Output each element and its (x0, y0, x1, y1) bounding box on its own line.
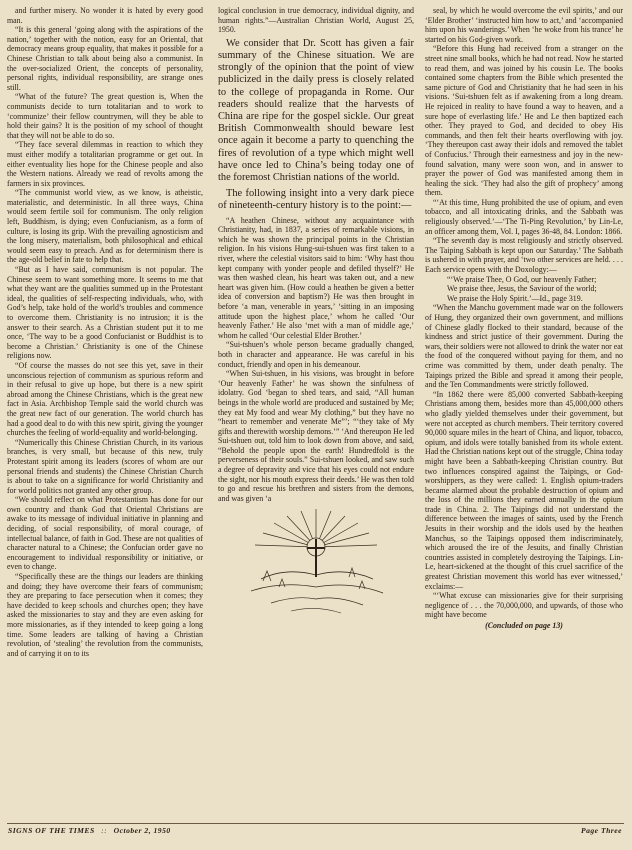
continued-notice: (Concluded on page 13) (485, 621, 563, 630)
history-paragraph: seal, by which he would overcome the evil spirits,’ and our ‘Elder Brother’ ‘instructed him how to act,’ and ‘accompanied him upon his wanderings.’ When ‘he woke from his trance’ he started on his God-given work. (425, 6, 623, 44)
footer-masthead (8, 826, 171, 835)
history-paragraph: “A heathen Chinese, without any acquaintance with Christianity, had, in 1837, a series of remarkable visions, in which he was shown the principal points in the Christian religion. In his visions Hung-sui-tshuen was first taken to a river, where the celestial visitors said to him: ‘Why hast thou kept company with yonder people and defiled thyself?’ He was then washed clean, his heart was taken out, and a new heart was given him. (How could a heathen be given a better idea of conversion and baptism?) He was then brought in before ‘a man, venerable in years,’ ‘sitting in an imposing attitude upon the highest place,’ whom he called ‘Our heavenly Father.’ He also ‘met with a man of middle age,’ whom he called ‘Our celestial Elder Brother.’ (218, 215, 414, 340)
history-paragraph: “‘At this time, Hung prohibited the use of opium, and even tobacco, and all intoxicating drinks, and the Sabbath was religiously observed.’—‘The Ti-Ping Revolution,’ by Lin-Le, an officer among them, Vol. I, pages 36-48, 84. London: 1866. (425, 197, 623, 236)
column-middle (218, 6, 414, 818)
article-paragraph: “We should reflect on what Protestantism has done for our own country and thank God that Oriental Christians are awake to its message of individual initiative in planning and deciding, of social responsibility, of moral courage, of intellectual balance, of faith in God. These are not qualities of character natural to a Chinese; the Confucian order gave no encouragement to individual responsibility or initiative, or even to change. (7, 495, 203, 572)
article-paragraph: “What of the future? The great question is, When the communists decide to turn totalitarian and to work to ‘communize’ their fellow countrymen, will they be able to hold their gains? It is the position of my school of thought that they will not be able to do so. (7, 92, 203, 140)
footer-rule (7, 823, 624, 824)
quote-ending: logical conclusion in true democracy, individual dignity, and human rights.”—Australian Christian World, August 25, 1950. (218, 6, 414, 35)
page-footer (8, 826, 622, 840)
article-paragraph: “The communist world view, as we know, is atheistic, materialistic, and deterministic. In all three ways, China would seem fertile soil for communism. The only religion left, Buddhism, is dying; even Confucianism, as a form of culture, is losing its grip. With the prevailing agnosticism and the long misery, materialism, both philosophical and ethical would seem easy to preach. And as for determinism there is the age-old belief in fate to help that. (7, 188, 203, 265)
magazine-name: SIGNS OF THE TIMES (8, 826, 95, 835)
doxology-line: We praise the Holy Spirit.’—Id., page 319. (447, 293, 583, 303)
article-paragraph: “But as I have said, communism is not popular. The Chinese seem to want something more. It seems to me that what they want are the qualities summed up in the Protestant ideal, the qualities of self-respecting individuals, who, with God’s help, take hold of the world’s troubles and commence to overcome them. Christianity is no intrusion; it is the answer to their search. As a Christian student put it to me once, ‘The way to be a good Confucianist or Buddhist is to become a Christian.’ Christianity is one of the Chinese religions now. (7, 265, 203, 361)
history-paragraph: “The seventh day is most religiously and strictly observed. The Taiping Sabbath is kept upon our Saturday.’ The Sabbath is ushered in with prayer, and ‘two other services are held. . . . Each service opens with the Doxology:— (425, 236, 623, 275)
history-paragraph: “‘What excuse can missionaries give for their surprising negligence of . . . the 70,000,000, and upwards, of those who might have become (425, 591, 623, 620)
article-paragraph: “Numerically this Chinese Christian Church, in its various branches, is very small, but because of this new, truly Protestant spirit among its leaders (scores of whom are our personal friends and students) the Chinese Christian Church is about to take on a significance for world Christianity and for world politics not granted any other group. (7, 437, 203, 495)
page-number: Page Three (580, 826, 622, 835)
editorial-paragraph-2: The following insight into a very dark piece of nineteenth-century history is to the point:— (218, 188, 414, 212)
column-right (425, 6, 623, 818)
article-paragraph: “It is this general ‘going along with the aspirations of the nation,’ together with the notion, easy for an Oriental, that democracy means group equality, that makes it possible for a Chinese Christian to talk about being also a communist. In the over-socialized Orient, the concepts of personality, personal rights, individual responsibility, are strange ones still. (7, 25, 203, 92)
column-left (7, 6, 203, 818)
issue-date: October 2, 1950 (113, 826, 171, 835)
history-paragraphs (425, 303, 623, 620)
article-paragraph: “Specifically these are the things our leaders are thinking and doing; they have overcome their fears of communism; they are preparing to face persecution when it comes; they have decided to keep schools and churches open; they have asked the missionaries to stay and they are even asking for more missionaries, as if they intended to keep going a long time. Some leaders are talking of having a Christian revolution, of ‘stealing’ the revolution from the communists, and of carrying it on to its (7, 572, 203, 658)
history-paragraph: “When the Manchu government made war on the followers of Hung, they organized their own government, and millions of Chinese gladly flocked to their standard, because of the kindness and strict justice of their government. During the wars, their soldiers were not allowed to drink the water nor eat the food of the conquered without paying for them, and no crime was committed by them, under death penalty. The Taipings prized the Bible and spread it among their people, and the Ten Commandments were strictly followed. (425, 303, 623, 390)
article-paragraph: “Of course the masses do not see this yet, save in their unconscious rejection of communism as spurious reform and in their refusal to give up hope, but there is a new spirit abroad among the Chinese Christians, which is the great new fact in Asia. Archbishop Temple said the world church was the great new fact of our generation. The world church has had a good deal to do with this new spirit, giving the younger churches the feeling of world-equality and world-belonging. (7, 360, 203, 438)
doxology-line: We praise thee, Jesus, the Saviour of the world; (447, 284, 597, 294)
history-continued (425, 6, 623, 275)
footer-separator: :: (101, 826, 108, 835)
doxology-verses (425, 275, 623, 304)
doxology-line: “‘We praise Thee, O God, our heavenly Father; (447, 274, 597, 284)
article-paragraph: and further misery. No wonder it is hated by every good man. (7, 6, 203, 25)
rising-sun-cross-illustration (241, 507, 391, 627)
quoted-history (218, 216, 414, 504)
history-paragraph: “Sui-tshuen’s whole person became gradually changed, both in character and appearance. He was careful in his conduct, friendly and open in his demeanour. (218, 340, 414, 369)
history-paragraph: “When Sui-tshuen, in his visions, was brought in before ‘Our heavenly Father’ he was shown the sinfulness of idolatry. God ‘began to shed tears, and said, “All human beings in the whole world are produced and sustained by Me; they eat My food and wear My clothing,” but they have no “heart to remember and venerate Me”’; “‘they take of My gifts and therewith worship demons.’” ‘And thereupon He led Sui-tshuen out, told him to look down from above, and said, “Behold the people upon the earth! Hundredfold is the perverseness of their souls.” Sui-tshuen looked, and saw such a degree of depravity and vice that his eyes could not endure the sight, nor his mouth express their deeds.’ He was then told to go and rescue his brethren and sisters from the demons, and was given ‘a (218, 369, 414, 503)
history-paragraph: “Before this Hung had received from a stranger on the street nine small books, which he had not read. Now he started to read them, and was joined by his cousin Le. The books contained some chapters from the Bible which presented the same picture of God and Christianity that he had seen in his visions. ‘Sui-tshuen felt as if awakening from a long dream. He rejoiced in reality to have found a way to heaven, and a sure hope of everlasting life.’ He and Le then baptized each other. They prayed to God, and decided to obey His commands, and then felt their hearts overflowing with joy. ‘They thereupon cast away their idols and removed the tablet of Confucius.’ Through their earnestness and joy in the new-found salvation, many were soon won, and in answer to prayer the power of God was manifested among them in healing the sick. ‘They had also the gift of prophecy’ among them. (425, 44, 623, 198)
article-paragraph: “They face several dilemmas in reaction to which they must either modify a totalitarian programme or get out. In either eventuality lies hope for the Chinese people and also the Western nations. Already we read of revolts among the farmers in six provinces. (7, 140, 203, 188)
history-paragraph: “In 1862 there were 85,000 converted Sabbath-keeping Christians among them, besides more than 45,000,000 others who gladly yielded themselves under their government, but were not accepted as church members. Their territory covered 90,000 square miles in the heart of China, and liquor, tobacco, opium, and idols were totally banished from its whole extent. Had the Christian nations kept out of the struggle, China today might have been a Sabbath-keeping Christian country. But two influences conspired against the Taipings, or God-worshippers, as they were called: 1. English opium-traders became alarmed about the probable destruction of opium and the loss of the millions they earned annually in the opium trade in China. 2. The Taipings did not understand the difference between the images of saints, used by the French Jesuits in their worship and the idols used by the heathen Manchus, so the Taipings opposed them indiscriminately, which aroused the ire of the Jesuits, and finally Christian countries assisted in completely destroying the Taipings. Lin-Le, heart-sickened at the thought of this cruel sacrifice of the greatest Christian movement this world has ever witnessed,’ exclaims:— (425, 389, 623, 591)
editorial-paragraph-1: We consider that Dr. Scott has given a fair summary of the Chinese situation. We are strongly of the opinion that the point of view publicized in the daily press is closely related to the college of propaganda in Rome. Our readers should realize that the harvests of China are ripe for the gospel sickle. Our great British Commonwealth should beware lest once again it become a party to quenching the fires of revolution of a type which might well have once led to China’s being today one of the foremost Christian nations of the world. (218, 37, 414, 184)
